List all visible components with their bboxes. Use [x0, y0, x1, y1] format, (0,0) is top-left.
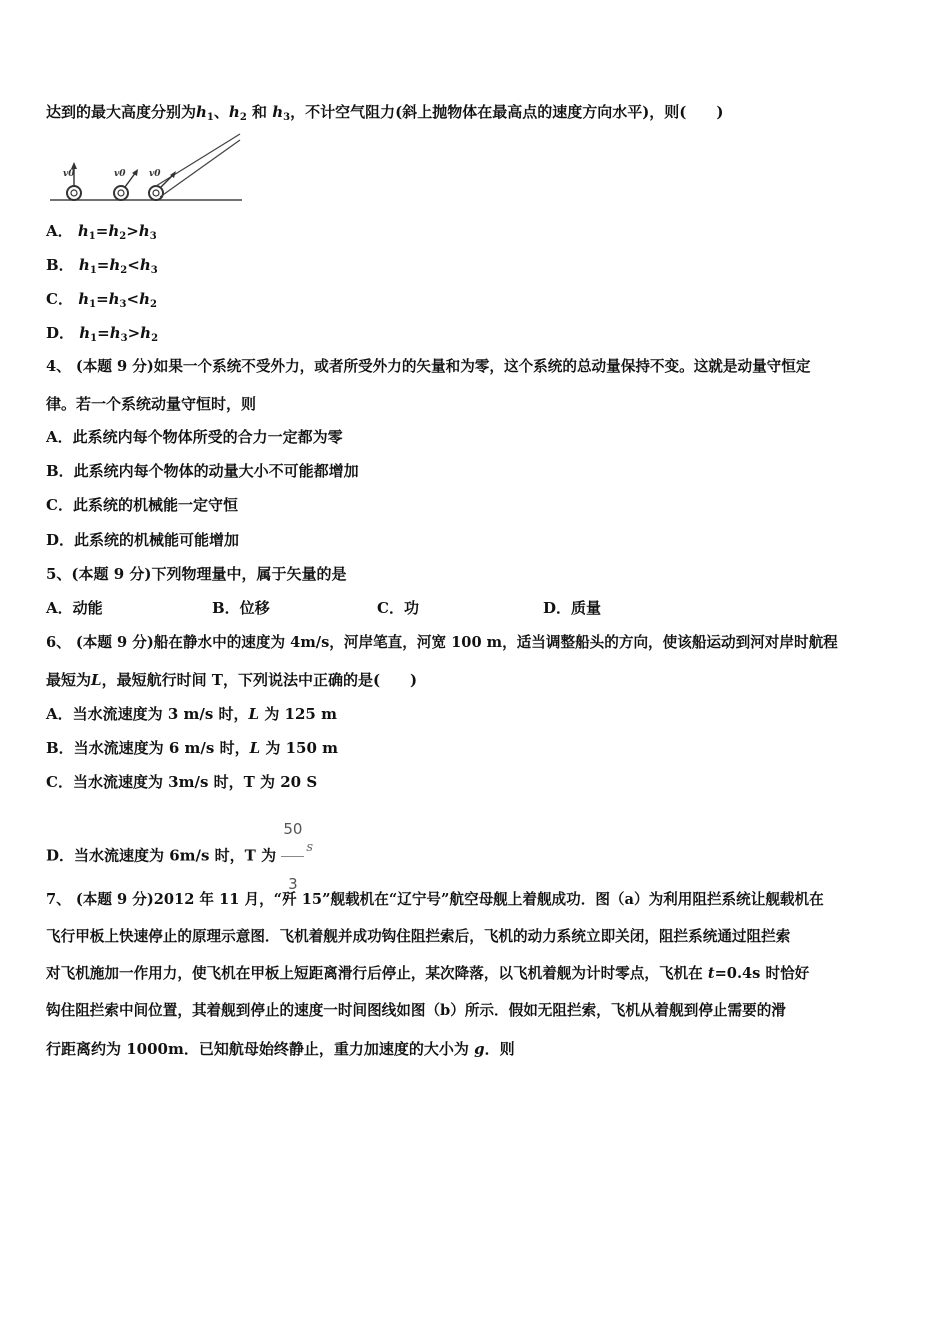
q3-option-b: B． $h_1=h_2<h_3$ [46, 256, 158, 276]
q7-stem-line4: 钩住阻拦索中间位置，其着舰到停止的速度一时间图线如图（b）所示．假如无阻拦索，飞机从着舰到停止需要的滑 [46, 1002, 786, 1019]
q5-option-c: C．功 [377, 599, 419, 617]
q6-option-c: C．当水流速度为 3m/s 时，T 为 20 S [46, 773, 318, 791]
q4-stem-line2: 律。若一个系统动量守恒时，则 [46, 395, 257, 413]
v0-label-3: v0 [149, 169, 161, 179]
q6-option-a: A．当水流速度为 3 m/s 时，L 为 125 m [46, 705, 337, 723]
q6-option-b: B．当水流速度为 6 m/s 时，L 为 150 m [46, 739, 338, 757]
q7-stem-line2: 飞行甲板上快速停止的原理示意图．飞机着舰并成功钩住阻拦索后，飞机的动力系统立即关闭，阻拦系统通过阻拦索 [46, 928, 791, 945]
q6-stem-line2: 最短为L，最短航行时间 T，下列说法中正确的是( ) [46, 671, 418, 689]
q3-option-a: A． $h_1=h_2>h_3$ [46, 222, 157, 242]
v0-label-2: v0 [114, 169, 126, 179]
ball-1 [67, 186, 81, 200]
q6-option-d: D．当水流速度为 6m/s 时，T 为 $\frac{50}{3}$ s [46, 804, 313, 909]
q5-option-a: A．动能 [46, 599, 103, 617]
q5-stem: 5、(本题 9 分)下列物理量中，属于矢量的是 [46, 565, 347, 583]
q3-option-c: C． $h_1=h_3<h_2$ [46, 290, 157, 310]
q7-stem-line3: 对飞机施加一作用力，使飞机在甲板上短距离滑行后停止，某次降落，以飞机着舰为计时零点，飞机在 t=0.4s 时恰好 [46, 965, 810, 982]
fraction-50-over-3: $\frac{50}{3}$ [281, 804, 304, 909]
q5-option-b: B．位移 [212, 599, 270, 617]
q4-option-b: B．此系统内每个物体的动量大小不可能都增加 [46, 462, 359, 480]
q7-stem-line5: 行距离约为 1000m．已知航母始终静止，重力加速度的大小为 g．则 [46, 1040, 515, 1058]
incline-line [160, 140, 240, 197]
q5-option-d: D．质量 [543, 599, 602, 617]
projectile-figure [46, 132, 246, 207]
q4-option-c: C．此系统的机械能一定守恒 [46, 496, 238, 514]
q4-option-d: D．此系统的机械能可能增加 [46, 531, 240, 549]
q7-stem-line1: 7、 (本题 9 分)2012 年 11 月，“歼 15”舰载机在“辽宁号”航空母舰上着舰成功．图（a）为利用阻拦系统让舰载机在 [46, 891, 824, 908]
ball-3 [149, 186, 163, 200]
q3-intro: 达到的最大高度分别为$h_1$、$h_2$ 和 $h_3$，不计空气阻力(斜上抛物体在最高点的速度方向水平)，则( ) [46, 103, 724, 123]
ball-2 [114, 186, 128, 200]
q3-option-d: D． $h_1=h_3>h_2$ [46, 324, 159, 344]
q4-option-a: A．此系统内每个物体所受的合力一定都为零 [46, 428, 343, 446]
q6-stem-line1: 6、 (本题 9 分)船在静水中的速度为 4m/s，河岸笔直，河宽 100 m，适当调整船头的方向，使该船运动到河对岸时航程 [46, 634, 838, 651]
q4-stem-line1: 4、 (本题 9 分)如果一个系统不受外力，或者所受外力的矢量和为零，这个系统的总动量保持不变。这就是动量守恒定 [46, 358, 811, 375]
v0-label-1: v0 [63, 169, 75, 179]
